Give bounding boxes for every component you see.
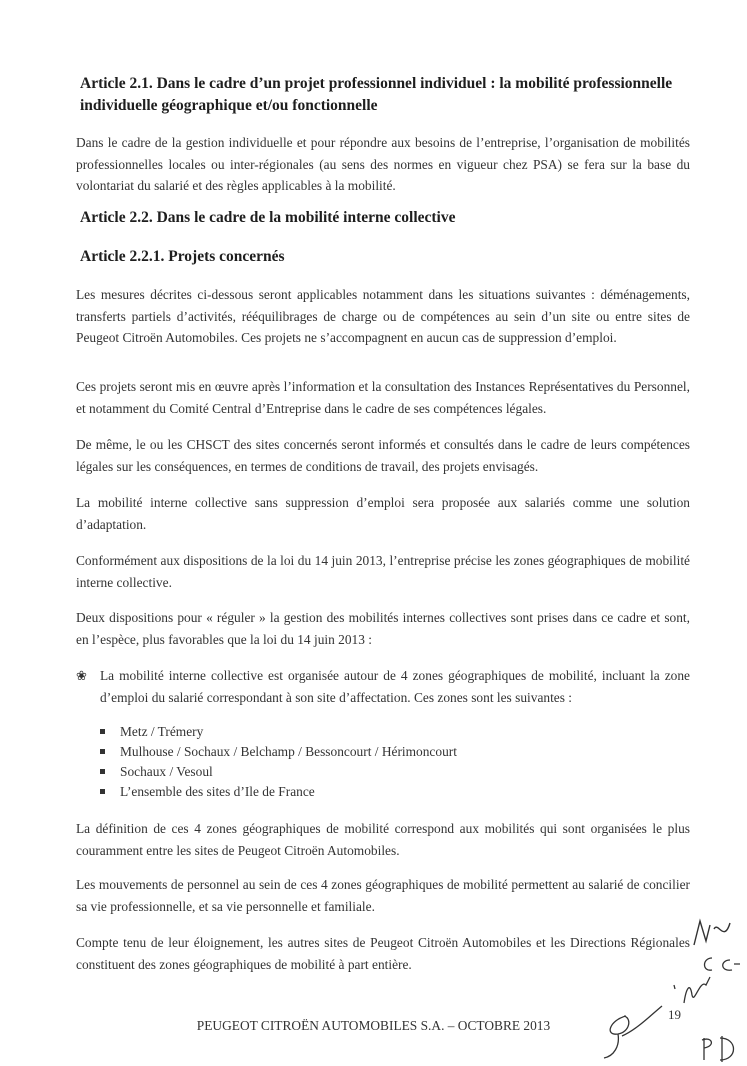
square-bullet-icon — [100, 729, 105, 734]
paragraph-adaptation: La mobilité interne collective sans suppression d’emploi sera proposée aux salariés comme une solution d’adaptation. — [76, 495, 690, 532]
list-item — [96, 762, 596, 782]
zone-label: Metz / Trémery — [120, 724, 204, 739]
list-item — [96, 742, 596, 762]
zones-bullet — [76, 665, 690, 708]
article-2-2-heading: Article 2.2. Dans le cadre de la mobilité interne collective — [80, 209, 456, 226]
paragraph-mouvements: Les mouvements de personnel au sein de ces 4 zones géographiques de mobilité permettent au salarié de concilier sa vie professionnelle, et sa vie personnelle et familiale. — [76, 877, 690, 914]
list-item — [96, 722, 596, 742]
zones-list — [96, 722, 596, 802]
handwritten-initials-signature — [698, 1032, 740, 1064]
paragraph-eloignement: Compte tenu de leur éloignement, les autres sites de Peugeot Citroën Automobiles et les Directions Régionales constituent des zones géographiques de mobilité à part entière. — [76, 935, 690, 972]
paragraph-loi: Conformément aux dispositions de la loi du 14 juin 2013, l’entreprise précise les zones géographiques de mobilité interne collective. — [76, 553, 690, 590]
square-bullet-icon — [100, 769, 105, 774]
page-footer: PEUGEOT CITROËN AUTOMOBILES S.A. – OCTOBRE 2013 — [196, 1018, 551, 1033]
paragraph-dispositions: Deux dispositions pour « réguler » la gestion des mobilités internes collectives sont prises dans ce cadre et sont, en l’espèce, plus favorables que la loi du 14 juin 2013 : — [76, 610, 690, 647]
article-2-1-body: Dans le cadre de la gestion individuelle et pour répondre aux besoins de l’entreprise, l’organisation de mobilités professionnelles locales ou inter-régionales (au sens des normes en vigueur chez PSA) se fera sur la base du volontariat du salarié et des règles applicables à la mobilité. — [76, 135, 690, 193]
handwritten-initials-signature — [670, 975, 720, 1007]
zone-label: Sochaux / Vesoul — [120, 764, 213, 779]
square-bullet-icon — [100, 789, 105, 794]
handwritten-signature — [596, 1002, 666, 1060]
page-number: 19 — [668, 1007, 681, 1022]
square-bullet-icon — [100, 749, 105, 754]
paragraph-situations: Les mesures décrites ci-dessous seront applicables notamment dans les situations suivantes : déménagements, transferts partiels d’activités, rééquilibrages de charge ou de compétences au sein d’un site ou entre sites de Peugeot Citroën Automobiles. Ces projets ne s’accompagnent en aucun cas de suppression d’emploi. — [76, 287, 690, 345]
paragraph-chsct: De même, le ou les CHSCT des sites concernés seront informés et consultés dans le cadre de leurs compétences légales sur les conséquences, en termes de conditions de travail, des projets envisagés. — [76, 437, 690, 474]
handwritten-initials-signature — [698, 952, 742, 976]
zone-label: L’ensemble des sites d’Ile de France — [120, 784, 315, 799]
fleur-bullet-icon: ❀ — [76, 668, 87, 683]
article-2-2-1-heading: Article 2.2.1. Projets concernés — [80, 248, 285, 265]
zone-label: Mulhouse / Sochaux / Belchamp / Bessoncourt / Hérimoncourt — [120, 744, 457, 759]
handwritten-initials-signature — [690, 915, 740, 951]
zones-bullet-text: La mobilité interne collective est organisée autour de 4 zones géographiques de mobilité, incluant la zone d’emploi du salarié correspondant à son site d’affectation. Ces zones sont les suivantes : — [100, 668, 690, 705]
article-2-1-heading: Article 2.1. Dans le cadre d’un projet professionnel individuel : la mobilité professionnelle individuelle géographique et/ou fonctionnelle — [80, 75, 673, 114]
list-item — [96, 782, 596, 802]
paragraph-information: Ces projets seront mis en œuvre après l’information et la consultation des Instances Représentatives du Personnel, et notamment du Comité Central d’Entreprise dans le cadre de ses compétences légales. — [76, 379, 690, 416]
paragraph-definition: La définition de ces 4 zones géographiques de mobilité correspond aux mobilités qui sont organisées le plus couramment entre les sites de Peugeot Citroën Automobiles. — [76, 821, 690, 858]
